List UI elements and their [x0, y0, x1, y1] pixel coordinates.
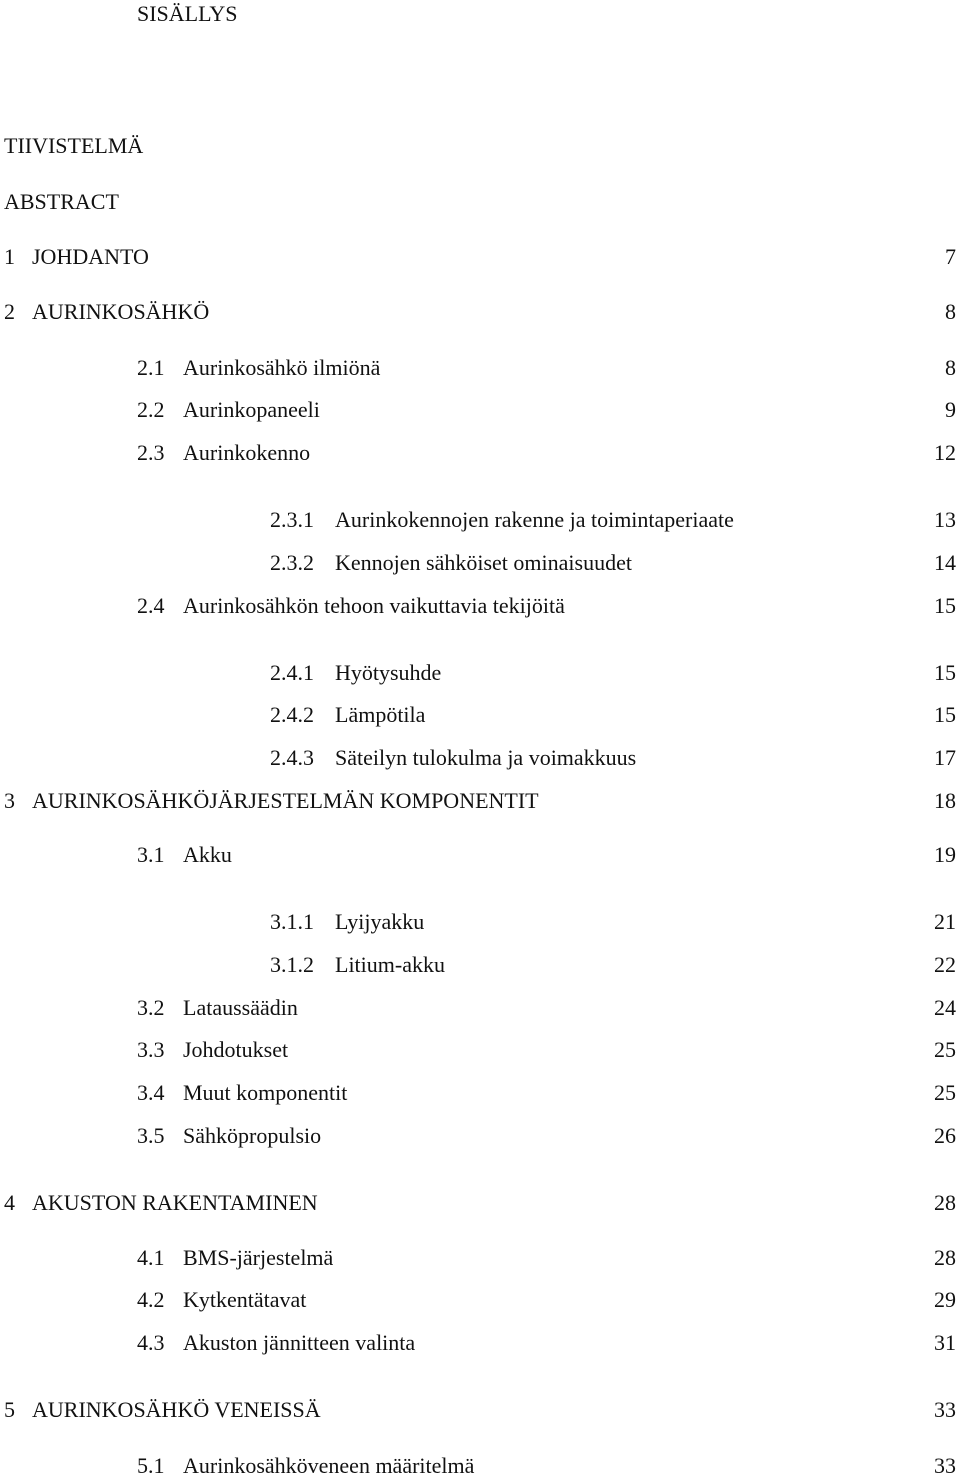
toc-entry-page: 33 — [934, 1453, 956, 1478]
toc-entry-title: Akku — [183, 842, 232, 867]
toc-entry[interactable] — [0, 354, 960, 382]
toc-entry-number: 4.1 — [137, 1245, 165, 1270]
toc-entry-title: JOHDANTO — [32, 244, 149, 269]
toc-entry-title: Sähköpropulsio — [183, 1123, 322, 1148]
toc-entry-title: Hyötysuhde — [335, 660, 442, 685]
toc-entry-page: 13 — [934, 507, 956, 532]
toc-entry-number: 4 — [4, 1190, 15, 1215]
toc-entry-page: 15 — [934, 593, 956, 618]
toc-entry-page: 33 — [934, 1397, 956, 1422]
toc-entry-title: AURINKOSÄHKÖ VENEISSÄ — [32, 1397, 321, 1422]
toc-entry-number: 2.4.1 — [270, 660, 314, 685]
toc-entry-number: 2.1 — [137, 355, 165, 380]
toc-entry[interactable] — [0, 841, 960, 869]
toc-entry-page: 14 — [934, 550, 956, 575]
toc-entry-page: 15 — [934, 702, 956, 727]
toc-entry-title: Lämpötila — [335, 702, 426, 727]
toc-entry-title: Aurinkosähkön tehoon vaikuttavia tekijöitä — [183, 593, 565, 618]
toc-entry-number: 2.4 — [137, 593, 165, 618]
toc-entry-page: 28 — [934, 1245, 956, 1270]
toc-entry-number: 2.2 — [137, 397, 165, 422]
toc-entry-page: 31 — [934, 1330, 956, 1355]
toc-entry-number: 3.3 — [137, 1037, 165, 1062]
toc-entry-page: 9 — [945, 397, 956, 422]
toc-entry[interactable] — [0, 787, 960, 815]
toc-entry-title: Kennojen sähköiset ominaisuudet — [335, 550, 632, 575]
toc-entry[interactable] — [0, 1244, 960, 1272]
toc-entry-number: 3.5 — [137, 1123, 165, 1148]
toc-entry-page: 28 — [934, 1190, 956, 1215]
toc-entry[interactable] — [0, 1396, 960, 1424]
toc-entry-page: 29 — [934, 1287, 956, 1312]
toc-entry[interactable] — [0, 1189, 960, 1217]
toc-entry[interactable] — [0, 132, 960, 160]
toc-entry-title: Aurinkosähkö ilmiönä — [183, 355, 381, 380]
toc-entry-title: TIIVISTELMÄ — [4, 133, 144, 158]
toc-entry-number: 4.3 — [137, 1330, 165, 1355]
toc-entry-title: Aurinkosähköveneen määritelmä — [183, 1453, 475, 1478]
toc-entry-number: 2.4.3 — [270, 745, 314, 770]
toc-entry-number: 5 — [4, 1397, 15, 1422]
toc-entry-number: 3.2 — [137, 995, 165, 1020]
toc-entry[interactable] — [0, 701, 960, 729]
toc-entry[interactable] — [0, 1122, 960, 1150]
toc-entry[interactable] — [0, 744, 960, 772]
toc-entry[interactable] — [0, 549, 960, 577]
toc-entry[interactable] — [0, 659, 960, 687]
toc-entry-number: 2 — [4, 299, 15, 324]
toc-entry-title: AURINKOSÄHKÖ — [32, 299, 210, 324]
toc-entry-title: Muut komponentit — [183, 1080, 348, 1105]
toc-entry-title: Akuston jännitteen valinta — [183, 1330, 416, 1355]
toc-entry-page: 24 — [934, 995, 956, 1020]
toc-entry[interactable] — [0, 1329, 960, 1357]
toc-entry[interactable] — [0, 1036, 960, 1064]
toc-entry-page: 8 — [945, 355, 956, 380]
toc-entry-title: Aurinkopaneeli — [183, 397, 320, 422]
toc-entry-title: AKUSTON RAKENTAMINEN — [32, 1190, 318, 1215]
toc-entry-page: 22 — [934, 952, 956, 977]
toc-entry-title: Aurinkokennojen rakenne ja toimintaperiaate — [335, 507, 734, 532]
toc-entry-page: 25 — [934, 1080, 956, 1105]
toc-entry-page: 8 — [945, 299, 956, 324]
toc-entry-number: 1 — [4, 244, 15, 269]
toc-entry[interactable] — [0, 592, 960, 620]
toc-entry-page: 7 — [945, 244, 956, 269]
toc-entry-number: 2.3.2 — [270, 550, 314, 575]
toc-entry-title: Johdotukset — [183, 1037, 289, 1062]
toc-entry-title: Litium-akku — [335, 952, 445, 977]
toc-entry[interactable] — [0, 1079, 960, 1107]
toc-entry[interactable] — [0, 396, 960, 424]
toc-entry[interactable] — [0, 298, 960, 326]
toc-entry-page: 19 — [934, 842, 956, 867]
toc-entry-title: Kytkentätavat — [183, 1287, 307, 1312]
toc-entry-title: Lyijyakku — [335, 909, 425, 934]
toc-entry-page: 12 — [934, 440, 956, 465]
toc-entry-number: 2.3 — [137, 440, 165, 465]
toc-entry-number: 2.4.2 — [270, 702, 314, 727]
toc-entry-title: Lataussäädin — [183, 995, 298, 1020]
toc-entry-page: 21 — [934, 909, 956, 934]
toc-entry-number: 3.1.2 — [270, 952, 314, 977]
toc-entry-page: 26 — [934, 1123, 956, 1148]
toc-entry-title: ABSTRACT — [4, 189, 119, 214]
toc-entry[interactable] — [0, 243, 960, 271]
toc-entry-page: 15 — [934, 660, 956, 685]
toc-entry[interactable] — [0, 1286, 960, 1314]
toc-entry[interactable] — [0, 188, 960, 216]
toc-entry-page: 18 — [934, 788, 956, 813]
toc-entry[interactable] — [0, 506, 960, 534]
toc-entry-page: 17 — [934, 745, 956, 770]
toc-entry[interactable] — [0, 439, 960, 467]
toc-entry[interactable] — [0, 994, 960, 1022]
toc-entry-number: 3 — [4, 788, 15, 813]
toc-entry-title: Aurinkokenno — [183, 440, 311, 465]
toc-entry-number: 3.1.1 — [270, 909, 314, 934]
toc-entry-number: 5.1 — [137, 1453, 165, 1478]
toc-entry-number: 2.3.1 — [270, 507, 314, 532]
toc-entry[interactable] — [0, 1452, 960, 1480]
toc-entry-page: 25 — [934, 1037, 956, 1062]
toc-entry-title: BMS-järjestelmä — [183, 1245, 334, 1270]
toc-entry[interactable] — [0, 908, 960, 936]
toc-entry-number: 3.4 — [137, 1080, 165, 1105]
toc-entry-number: 3.1 — [137, 842, 165, 867]
toc-heading: SISÄLLYS — [137, 1, 238, 26]
toc-entry-title: AURINKOSÄHKÖJÄRJESTELMÄN KOMPONENTIT — [32, 788, 539, 813]
toc-entry-title: Säteilyn tulokulma ja voimakkuus — [335, 745, 637, 770]
toc-entry[interactable] — [0, 951, 960, 979]
toc-entry-number: 4.2 — [137, 1287, 165, 1312]
